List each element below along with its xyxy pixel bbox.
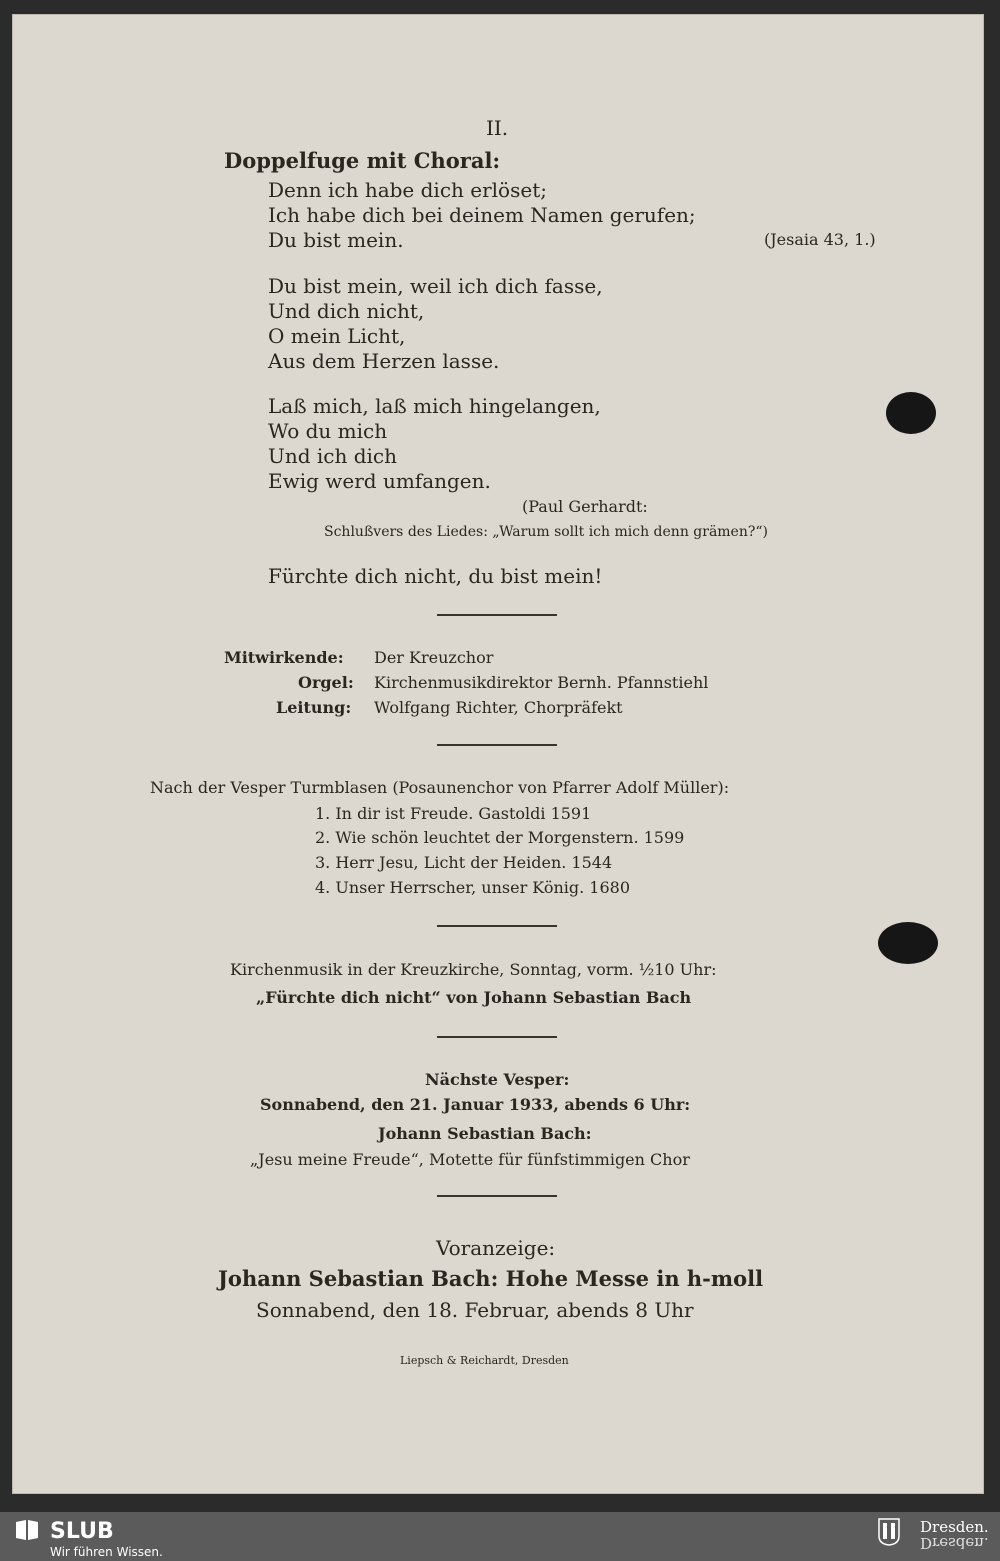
next-vesper-work: „Jesu meine Freude“, Motette für fünfstimmigen Chor xyxy=(250,1150,690,1169)
stanza1-line-2: Ich habe dich bei deinem Namen gerufen; xyxy=(268,203,696,227)
stanza3-line-3: Und ich dich xyxy=(268,444,398,468)
performers-label-2: Orgel: xyxy=(298,673,354,692)
stanza2-line-1: Du bist mein, weil ich dich fasse, xyxy=(268,274,603,298)
divider xyxy=(437,925,557,927)
church-music-line-2: „Fürchte dich nicht“ von Johann Sebastian Bach xyxy=(256,988,692,1007)
dresden-crest-icon[interactable] xyxy=(878,1518,900,1546)
performers-value-2: Kirchenmusikdirektor Bernh. Pfannstiehl xyxy=(374,673,709,692)
punch-hole-lower xyxy=(878,922,938,964)
citation-gerhardt-source: Schlußvers des Liedes: „Warum sollt ich mich denn grämen?“) xyxy=(324,524,768,540)
divider xyxy=(437,614,557,616)
performers-value-1: Der Kreuzchor xyxy=(374,648,494,667)
stanza2-line-2: Und dich nicht, xyxy=(268,299,425,323)
next-vesper-composer: Johann Sebastian Bach: xyxy=(378,1124,592,1143)
footer-bar xyxy=(0,1512,1000,1561)
dresden-logo-text[interactable]: Dresden. xyxy=(920,1518,989,1536)
divider xyxy=(437,744,557,746)
brass-item-2: 2. Wie schön leuchtet der Morgenstern. 1599 xyxy=(315,828,685,847)
performers-label-1: Mitwirkende: xyxy=(224,648,344,667)
printer-credit: Liepsch & Reichardt, Dresden xyxy=(400,1354,569,1367)
performers-label-3: Leitung: xyxy=(276,698,352,717)
church-music-line-1: Kirchenmusik in der Kreuzkirche, Sonntag, vorm. ½10 Uhr: xyxy=(230,960,717,979)
preview-work: Johann Sebastian Bach: Hohe Messe in h-moll xyxy=(218,1266,764,1291)
stanza3-line-4: Ewig werd umfangen. xyxy=(268,469,491,493)
next-vesper-date: Sonnabend, den 21. Januar 1933, abends 6 Uhr: xyxy=(260,1095,691,1114)
stanza2-line-4: Aus dem Herzen lasse. xyxy=(268,349,500,373)
performers-value-3: Wolfgang Richter, Chorpräfekt xyxy=(374,698,623,717)
stanza1-line-1: Denn ich habe dich erlöset; xyxy=(268,178,547,202)
preview-title: Voranzeige: xyxy=(436,1236,556,1260)
brass-intro: Nach der Vesper Turmblasen (Posaunenchor von Pfarrer Adolf Müller): xyxy=(150,778,730,797)
next-vesper-title: Nächste Vesper: xyxy=(425,1070,570,1089)
citation-gerhardt: (Paul Gerhardt: xyxy=(522,497,648,516)
stanza3-line-2: Wo du mich xyxy=(268,419,388,443)
punch-hole-upper xyxy=(886,392,936,434)
citation-jesaia: (Jesaia 43, 1.) xyxy=(764,230,876,249)
heading: Doppelfuge mit Choral: xyxy=(224,148,501,173)
brass-item-4: 4. Unser Herrscher, unser König. 1680 xyxy=(315,878,631,897)
library-tagline: Wir führen Wissen. xyxy=(50,1545,163,1559)
stanza1-line-3: Du bist mein. xyxy=(268,228,404,252)
library-name[interactable]: SLUB xyxy=(50,1519,114,1544)
section-number: II. xyxy=(486,116,509,140)
stanza3-line-1: Laß mich, laß mich hingelangen, xyxy=(268,394,601,418)
divider xyxy=(437,1195,557,1197)
brass-item-3: 3. Herr Jesu, Licht der Heiden. 1544 xyxy=(315,853,613,872)
dresden-logo-reflection: Dresden. xyxy=(920,1534,989,1552)
preview-date: Sonnabend, den 18. Februar, abends 8 Uhr xyxy=(256,1298,694,1322)
divider xyxy=(437,1036,557,1038)
stanza2-line-3: O mein Licht, xyxy=(268,324,406,348)
slub-logo-icon[interactable] xyxy=(14,1518,40,1542)
brass-item-1: 1. In dir ist Freude. Gastoldi 1591 xyxy=(315,804,592,823)
closing-line: Fürchte dich nicht, du bist mein! xyxy=(268,564,603,588)
